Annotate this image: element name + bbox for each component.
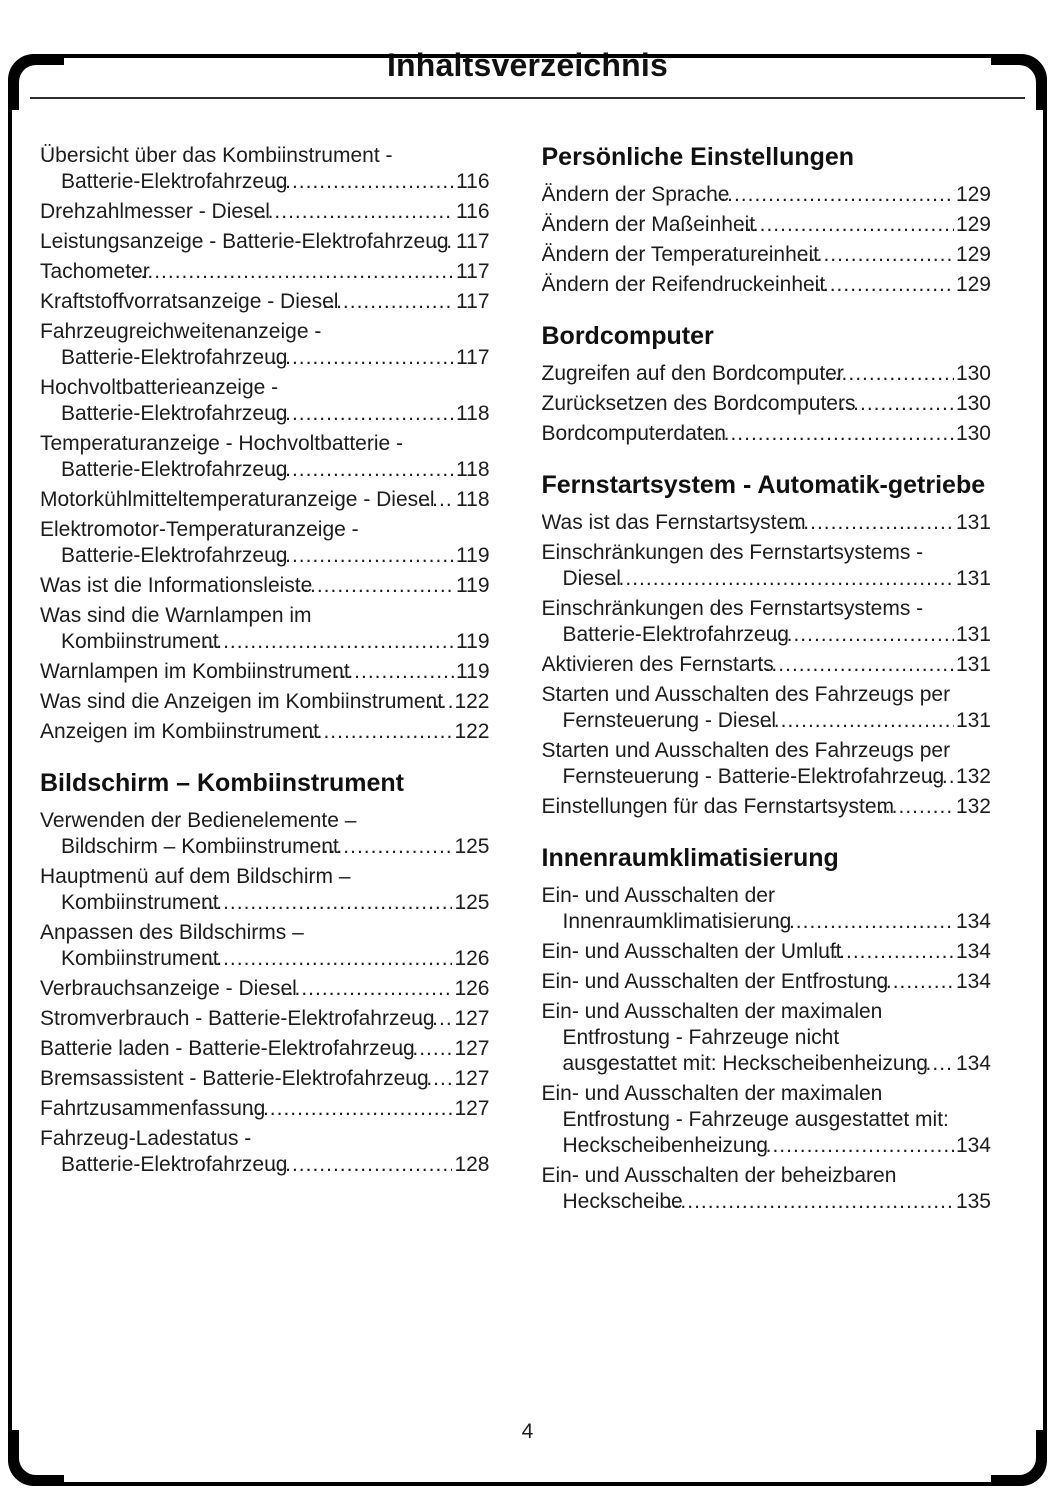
toc-entry-page: 117 (456, 260, 490, 283)
toc-entry (40, 1096, 490, 1122)
toc-entry (40, 689, 490, 715)
toc-entry-label: Bordcomputerdaten ..... (542, 421, 954, 447)
toc-entry-page: 134 (955, 1134, 991, 1157)
toc-entry (542, 738, 992, 790)
toc-entry-page: 127 (454, 1007, 490, 1030)
section-heading: Persönliche Einstellungen (541, 143, 855, 171)
toc-entry (542, 652, 992, 678)
toc-entry-page: 128 (454, 1153, 490, 1176)
toc-entry-label: Bremsassistent - Batterie‑Elektrofahrzeug ..... (40, 1066, 452, 1092)
toc-entry (40, 573, 490, 599)
toc-entry-label: Anpassen des Bildschirms – Kombiinstrument ..... (40, 920, 452, 972)
section-heading: Bordcomputer (541, 322, 714, 350)
toc-entry (542, 939, 992, 965)
toc-entry-page: 129 (955, 243, 991, 266)
toc-entry-page: 129 (955, 183, 991, 206)
section-heading: Fernstartsystem - Automatik-getriebe (541, 471, 986, 499)
toc-entry-label: Motorkühlmitteltemperaturanzeige - Diesel ..... (40, 487, 454, 513)
toc-entry-label: Hauptmenü auf dem Bildschirm – Kombiinstrument ..... (40, 864, 452, 916)
toc-entry-page: 119 (456, 660, 490, 683)
toc-entry-page: 125 (454, 835, 490, 858)
toc-entry (542, 391, 992, 417)
toc-entry-label: Leistungsanzeige - Batterie‑Elektrofahrzeug ..... (40, 229, 454, 255)
toc-entry (40, 920, 490, 972)
toc-entry-page: 134 (955, 1052, 991, 1075)
toc-entry-page: 131 (955, 511, 991, 534)
toc-entry (40, 319, 490, 371)
toc-entry-page: 117 (456, 230, 490, 253)
toc-entry-page: 119 (456, 544, 490, 567)
toc-entry-page: 117 (456, 290, 490, 313)
toc-entry (542, 272, 992, 298)
toc-entry (40, 659, 490, 685)
toc-entry-page: 119 (456, 630, 490, 653)
toc-entry-label: Was sind die Anzeigen im Kombiinstrument ..... (40, 689, 452, 715)
toc-entry (542, 596, 992, 648)
toc-entry-label: Was sind die Warnlampen im Kombiinstrument ..... (40, 603, 454, 655)
toc-column (542, 143, 992, 1219)
toc-entry-page: 126 (454, 947, 490, 970)
toc-entry-label: Starten und Ausschalten des Fahrzeugs per Fernsteuerung - Diesel ..... (542, 682, 954, 734)
toc-entry (542, 421, 992, 447)
toc-entry-label: Ändern der Maßeinheit ..... (542, 212, 954, 238)
toc-entry (40, 517, 490, 569)
toc-entry-label: Zugreifen auf den Bordcomputer ..... (542, 361, 954, 387)
toc-entry-label: Einschränkungen des Fernstartsystems - Diesel ..... (542, 540, 954, 592)
toc-entry-label: Verwenden der Bedienelemente – Bildschirm – Kombiinstrument ..... (40, 808, 452, 860)
toc-entry-label: Übersicht über das Kombiinstrument - Batterie‑Elektrofahrzeug ..... (40, 143, 454, 195)
toc-entry-page: 130 (955, 362, 991, 385)
toc-entry-label: Warnlampen im Kombiinstrument ..... (40, 659, 454, 685)
page-header (0, 46, 1055, 99)
toc-entry (40, 976, 490, 1002)
toc-entry-label: Einstellungen für das Fernstartsystem ..... (542, 794, 954, 820)
toc-entry-label: Ein- und Ausschalten der beheizbaren Heckscheibe ..... (542, 1163, 954, 1215)
toc-entry (40, 1126, 490, 1178)
toc-entry-page: 116 (456, 200, 490, 223)
toc-entry (40, 289, 490, 315)
toc-entry-page: 122 (454, 690, 490, 713)
toc-entry-page: 127 (454, 1097, 490, 1120)
section-heading: Bildschirm – Kombiinstrument (40, 769, 404, 797)
toc-entry (542, 361, 992, 387)
toc-entry-label: Fahrzeug‑Ladestatus - Batterie‑Elektrofahrzeug ..... (40, 1126, 452, 1178)
toc-entry-page: 131 (955, 623, 991, 646)
toc-entry-label: Tachometer ..... (40, 259, 454, 285)
toc-entry (40, 808, 490, 860)
toc-entry-page: 125 (454, 891, 490, 914)
toc-entry (40, 719, 490, 745)
toc-entry-label: Ändern der Sprache ..... (542, 182, 954, 208)
toc-entry-page: 134 (955, 970, 991, 993)
section-heading: Innenraumklimatisierung (541, 844, 839, 872)
toc-entry (542, 969, 992, 995)
toc-entry (40, 143, 490, 195)
toc-entry-label: Ein- und Ausschalten der maximalen Entfrostung - Fahrzeuge nicht ausgestattet mit: Heckscheibenheizung ..... (542, 999, 954, 1077)
toc-entry-page: 127 (454, 1067, 490, 1090)
toc-entry-page: 129 (955, 213, 991, 236)
toc-entry-page: 130 (955, 392, 991, 415)
toc-entry-label: Ändern der Reifendruckeinheit ..... (542, 272, 954, 298)
page-number: 4 (521, 1420, 534, 1443)
page-title: Inhaltsverzeichnis (386, 47, 669, 83)
toc-entry (40, 375, 490, 427)
toc-entry-page: 130 (955, 422, 991, 445)
toc-entry-page: 127 (454, 1037, 490, 1060)
toc-entry-label: Elektromotor‑Temperaturanzeige - Batterie‑Elektrofahrzeug ..... (40, 517, 454, 569)
toc-entry-label: Was ist die Informationsleiste ..... (40, 573, 454, 599)
toc-entry (542, 242, 992, 268)
toc-entry-page: 117 (456, 346, 490, 369)
toc-entry-page: 134 (955, 940, 991, 963)
toc-entry-label: Fahrtzusammenfassung ..... (40, 1096, 452, 1122)
toc-entry-label: Ein- und Ausschalten der Umluft ..... (542, 939, 954, 965)
toc-entry (40, 603, 490, 655)
toc-entry (40, 864, 490, 916)
toc-entry-page: 132 (955, 795, 991, 818)
toc-entry (40, 229, 490, 255)
toc-entry (542, 1081, 992, 1159)
toc-entry-page: 118 (456, 488, 490, 511)
toc-columns (0, 99, 1055, 1219)
toc-entry-label: Einschränkungen des Fernstartsystems - Batterie‑Elektrofahrzeug ..... (542, 596, 954, 648)
toc-column (40, 143, 490, 1182)
toc-entry-page: 119 (456, 574, 490, 597)
toc-entry-page: 131 (955, 567, 991, 590)
toc-entry (40, 1066, 490, 1092)
toc-entry (40, 199, 490, 225)
toc-entry-page: 129 (955, 273, 991, 296)
toc-entry-page: 126 (454, 977, 490, 1000)
toc-entry (542, 540, 992, 592)
toc-entry-label: Fahrzeugreichweitenanzeige - Batterie‑Elektrofahrzeug ..... (40, 319, 454, 371)
toc-entry-page: 116 (456, 170, 490, 193)
toc-entry-page: 134 (955, 910, 991, 933)
toc-entry-label: Ein- und Ausschalten der Innenraumklimatisierung ..... (542, 883, 954, 935)
toc-entry-page: 118 (456, 458, 490, 481)
toc-entry (542, 212, 992, 238)
toc-entry (40, 259, 490, 285)
toc-entry-page: 122 (454, 720, 490, 743)
toc-entry-label: Anzeigen im Kombiinstrument ..... (40, 719, 452, 745)
toc-entry-page: 131 (955, 709, 991, 732)
toc-entry-label: Temperaturanzeige - Hochvoltbatterie - Batterie‑Elektrofahrzeug ..... (40, 431, 454, 483)
toc-entry (542, 883, 992, 935)
toc-entry (542, 682, 992, 734)
toc-entry-page: 132 (955, 765, 991, 788)
toc-entry-page: 131 (955, 653, 991, 676)
toc-entry-label: Aktivieren des Fernstarts ..... (542, 652, 954, 678)
toc-entry-label: Kraftstoffvorratsanzeige - Diesel ..... (40, 289, 454, 315)
toc-entry-label: Starten und Ausschalten des Fahrzeugs per Fernsteuerung - Batterie‑Elektrofahrzeug ..... (542, 738, 954, 790)
toc-entry (40, 1036, 490, 1062)
toc-entry (40, 431, 490, 483)
toc-entry-label: Ein- und Ausschalten der Entfrostung ..... (542, 969, 954, 995)
toc-entry-label: Verbrauchsanzeige - Diesel ..... (40, 976, 452, 1002)
toc-entry-label: Hochvoltbatterieanzeige - Batterie‑Elektrofahrzeug ..... (40, 375, 454, 427)
toc-entry-label: Was ist das Fernstartsystem ..... (542, 510, 954, 536)
toc-entry-label: Batterie laden - Batterie‑Elektrofahrzeug ..... (40, 1036, 452, 1062)
toc-entry (542, 999, 992, 1077)
toc-entry-label: Drehzahlmesser - Diesel ..... (40, 199, 454, 225)
toc-entry-label: Ändern der Temperatureinheit ..... (542, 242, 954, 268)
toc-entry (40, 487, 490, 513)
toc-page (0, 46, 1055, 1443)
toc-entry-page: 135 (955, 1190, 991, 1213)
toc-entry-page: 118 (456, 402, 490, 425)
toc-entry (542, 1163, 992, 1215)
toc-entry-label: Zurücksetzen des Bordcomputers ..... (542, 391, 954, 417)
toc-entry (542, 510, 992, 536)
toc-entry-label: Stromverbrauch - Batterie‑Elektrofahrzeug ..... (40, 1006, 452, 1032)
toc-entry-label: Ein- und Ausschalten der maximalen Entfrostung - Fahrzeuge ausgestattet mit: Heckscheibenheizung ..... (542, 1081, 954, 1159)
toc-entry (542, 794, 992, 820)
toc-entry (542, 182, 992, 208)
toc-entry (40, 1006, 490, 1032)
